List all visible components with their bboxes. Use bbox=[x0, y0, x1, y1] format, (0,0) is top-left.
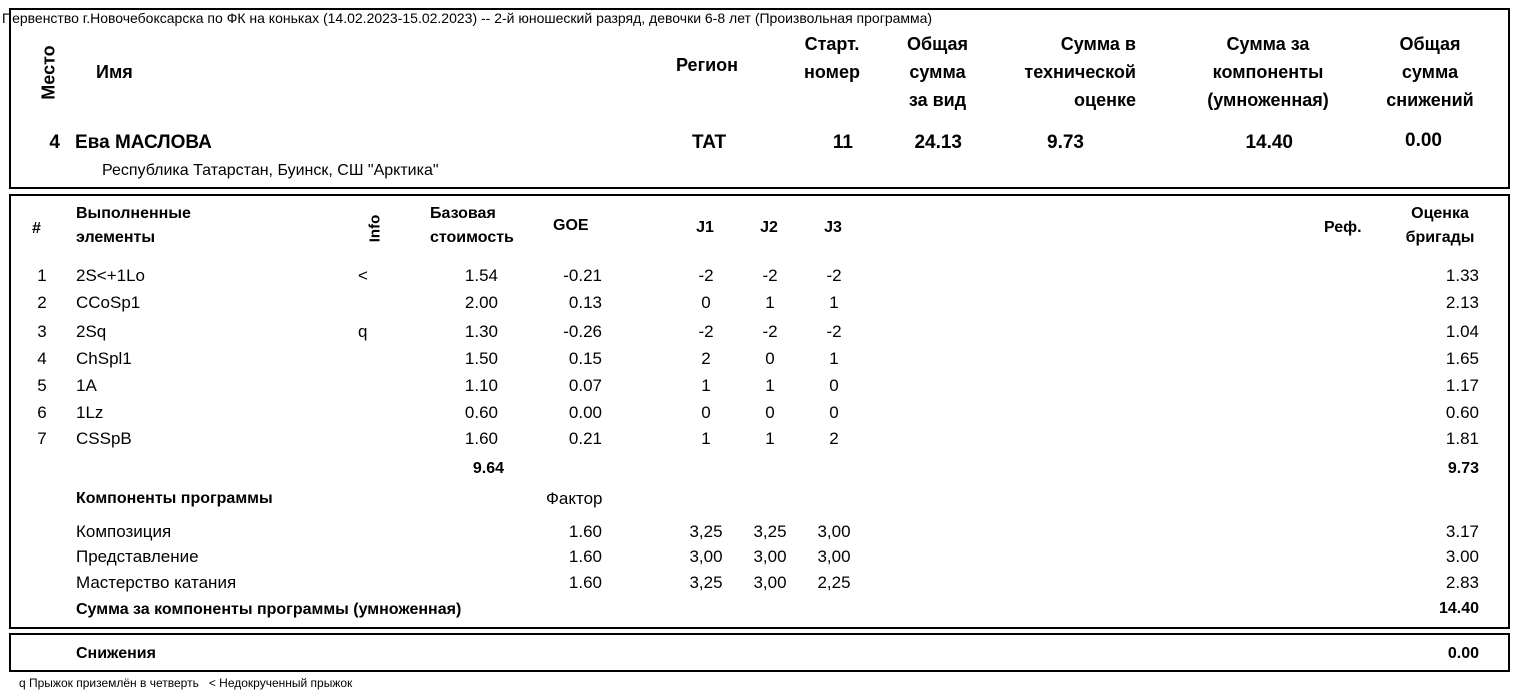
element-score: 0.60 bbox=[1445, 403, 1479, 422]
element-base: 1.54 bbox=[464, 266, 498, 285]
element-num: 4 bbox=[37, 349, 47, 368]
element-score: 1.81 bbox=[1445, 429, 1479, 448]
element-j2: 0 bbox=[765, 403, 775, 422]
element-code: CSSpB bbox=[76, 429, 132, 448]
element-base: 2.00 bbox=[464, 293, 498, 312]
element-code: ChSpl1 bbox=[76, 349, 132, 368]
start-number-header bbox=[790, 30, 874, 86]
total-segment-header bbox=[890, 30, 985, 114]
element-score: 1.17 bbox=[1445, 376, 1479, 395]
element-info: < bbox=[358, 266, 368, 285]
component-score: 3.17 bbox=[1445, 522, 1479, 541]
info-header bbox=[362, 214, 388, 243]
element-j2: 1 bbox=[765, 293, 775, 312]
component-j2: 3,00 bbox=[753, 573, 787, 592]
component-factor: 1.60 bbox=[568, 547, 602, 566]
event-title: Первенство г.Новочебоксарска по ФК на коньках (14.02.2023-15.02.2023) -- 2-й юношеский разряд, девочки 6-8 лет (Произвольная программа) bbox=[2, 10, 933, 26]
element-j3: -2 bbox=[826, 322, 842, 341]
j2-header: J2 bbox=[760, 219, 778, 236]
element-num: 3 bbox=[37, 322, 47, 341]
components-title: Компоненты программы bbox=[76, 490, 273, 507]
component-j3: 2,25 bbox=[817, 573, 851, 592]
deductions-header-line2: сумма bbox=[1401, 62, 1459, 82]
component-score: 3.00 bbox=[1445, 547, 1479, 566]
component-score: 2.83 bbox=[1445, 573, 1479, 592]
elements-header bbox=[76, 202, 191, 250]
pcs-header-line3: (умноженная) bbox=[1207, 90, 1329, 110]
skater-name: Ева МАСЛОВА bbox=[75, 132, 212, 153]
pcs-header-line1: Сумма за bbox=[1226, 34, 1310, 54]
elements-header-line1: Выполненные bbox=[76, 205, 191, 222]
elements-total-score: 9.73 bbox=[1447, 460, 1479, 477]
element-score: 2.13 bbox=[1445, 293, 1479, 312]
element-code: 2S<+1Lo bbox=[76, 266, 146, 285]
goe-header: GOE bbox=[553, 217, 589, 234]
deductions-header-line3: снижений bbox=[1386, 90, 1474, 110]
element-goe: -0.21 bbox=[563, 266, 602, 285]
element-num: 1 bbox=[37, 266, 47, 285]
place-header-label: Место bbox=[38, 45, 59, 100]
element-code: 1Lz bbox=[76, 403, 104, 422]
component-j1: 3,00 bbox=[689, 547, 723, 566]
component-j1: 3,25 bbox=[689, 573, 723, 592]
element-j3: 0 bbox=[829, 376, 839, 395]
skater-club: Республика Татарстан, Буинск, СШ "Арктика" bbox=[102, 162, 439, 179]
element-info: q bbox=[358, 322, 368, 341]
element-j3: 0 bbox=[829, 403, 839, 422]
ref-header: Реф. bbox=[1324, 219, 1362, 236]
element-j2: 1 bbox=[765, 376, 775, 395]
element-j2: 1 bbox=[765, 429, 775, 448]
element-base: 0.60 bbox=[464, 403, 498, 422]
legend: q Прыжок приземлён в четверть < Недокрученный прыжок bbox=[19, 676, 353, 690]
skater-region: TAT bbox=[692, 132, 727, 153]
tes-header-line1: Сумма в bbox=[1060, 34, 1136, 54]
pcs-header bbox=[1178, 30, 1358, 114]
element-j1: -2 bbox=[698, 322, 714, 341]
skater-total-segment: 24.13 bbox=[914, 132, 962, 153]
elements-header-line2: элементы bbox=[76, 229, 155, 246]
factor-label: Фактор bbox=[546, 489, 603, 508]
element-j2: -2 bbox=[762, 266, 778, 285]
elements-total-base: 9.64 bbox=[472, 460, 504, 477]
element-goe: 0.00 bbox=[568, 403, 602, 422]
components-total-label: Сумма за компоненты программы (умноженная) bbox=[76, 601, 462, 618]
element-j3: -2 bbox=[826, 266, 842, 285]
element-j3: 1 bbox=[829, 349, 839, 368]
tes-header-line3: оценке bbox=[1074, 90, 1136, 110]
j3-header: J3 bbox=[824, 219, 842, 236]
element-base: 1.10 bbox=[464, 376, 498, 395]
element-j1: 1 bbox=[701, 429, 711, 448]
panel-header-line1: Оценка bbox=[1411, 205, 1469, 222]
skater-place: 4 bbox=[49, 132, 60, 153]
element-score: 1.65 bbox=[1445, 349, 1479, 368]
place-header bbox=[34, 45, 64, 100]
region-header: Регион bbox=[676, 55, 738, 75]
elements-num-header: # bbox=[32, 220, 41, 237]
pcs-header-line2: компоненты bbox=[1212, 62, 1324, 82]
element-j3: 1 bbox=[829, 293, 839, 312]
deductions-label: Снижения bbox=[76, 645, 156, 662]
element-j2: 0 bbox=[765, 349, 775, 368]
total-segment-header-line2: сумма bbox=[909, 62, 966, 82]
element-j1: 0 bbox=[701, 403, 711, 422]
skater-deductions: 0.00 bbox=[1405, 130, 1442, 151]
element-j3: 2 bbox=[829, 429, 839, 448]
element-goe: 0.07 bbox=[568, 376, 602, 395]
element-goe: 0.21 bbox=[568, 429, 602, 448]
component-j3: 3,00 bbox=[817, 522, 851, 541]
element-base: 1.30 bbox=[464, 322, 498, 341]
element-num: 2 bbox=[37, 293, 47, 312]
component-name: Композиция bbox=[76, 522, 172, 541]
element-num: 5 bbox=[37, 376, 47, 395]
component-name: Представление bbox=[76, 547, 199, 566]
element-base: 1.50 bbox=[464, 349, 498, 368]
component-j3: 3,00 bbox=[817, 547, 851, 566]
panel-header-line2: бригады bbox=[1405, 229, 1475, 246]
info-header-label: Info bbox=[366, 214, 384, 243]
element-code: CCoSp1 bbox=[76, 293, 141, 312]
deductions-header bbox=[1376, 30, 1484, 114]
element-goe: 0.15 bbox=[568, 349, 602, 368]
element-goe: 0.13 bbox=[568, 293, 602, 312]
tes-header bbox=[995, 30, 1136, 114]
base-header-line2: стоимость bbox=[430, 229, 514, 246]
element-base: 1.60 bbox=[464, 429, 498, 448]
element-goe: -0.26 bbox=[563, 322, 602, 341]
skater-tes: 9.73 bbox=[1047, 132, 1084, 153]
component-j2: 3,00 bbox=[753, 547, 787, 566]
component-factor: 1.60 bbox=[568, 573, 602, 592]
deductions-header-line1: Общая bbox=[1399, 34, 1461, 54]
component-j1: 3,25 bbox=[689, 522, 723, 541]
deductions-value: 0.00 bbox=[1447, 645, 1479, 662]
component-name: Мастерство катания bbox=[76, 573, 237, 592]
element-num: 7 bbox=[37, 429, 47, 448]
element-j1: 1 bbox=[701, 376, 711, 395]
element-score: 1.33 bbox=[1445, 266, 1479, 285]
element-j1: 2 bbox=[701, 349, 711, 368]
total-segment-header-line1: Общая bbox=[906, 34, 969, 54]
name-header: Имя bbox=[96, 62, 133, 82]
start-number-header-line2: номер bbox=[804, 62, 860, 82]
j1-header: J1 bbox=[696, 219, 714, 236]
skater-start-number: 11 bbox=[832, 132, 853, 153]
element-j1: -2 bbox=[698, 266, 714, 285]
element-code: 1A bbox=[76, 376, 97, 395]
element-code: 2Sq bbox=[76, 322, 107, 341]
panel-header bbox=[1396, 202, 1484, 250]
component-j2: 3,25 bbox=[753, 522, 787, 541]
total-segment-header-line3: за вид bbox=[908, 90, 967, 110]
base-header bbox=[430, 202, 514, 250]
element-score: 1.04 bbox=[1445, 322, 1479, 341]
element-j1: 0 bbox=[701, 293, 711, 312]
start-number-header-line1: Старт. bbox=[804, 34, 860, 54]
base-header-line1: Базовая bbox=[430, 205, 496, 222]
element-num: 6 bbox=[37, 403, 47, 422]
components-total: 14.40 bbox=[1438, 600, 1479, 617]
element-j2: -2 bbox=[762, 322, 778, 341]
deductions-box bbox=[9, 633, 1510, 672]
component-factor: 1.60 bbox=[568, 522, 602, 541]
skater-pcs: 14.40 bbox=[1245, 132, 1293, 153]
tes-header-line2: технической bbox=[1024, 62, 1136, 82]
